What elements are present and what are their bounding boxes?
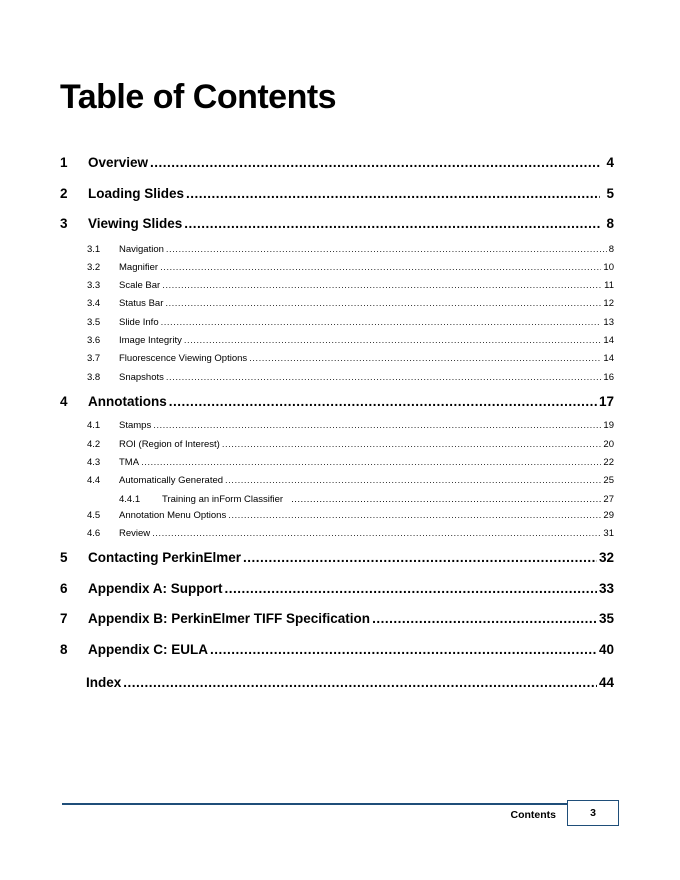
toc-entry-page: 12 [603, 298, 614, 309]
toc-entry-number: 4.3 [87, 457, 101, 468]
toc-entry-number: 7 [60, 611, 68, 626]
dot-leader [186, 186, 600, 201]
dot-leader [228, 510, 601, 521]
toc-entry-page: 16 [603, 372, 614, 383]
toc-entry-label: Scale Bar [119, 280, 161, 291]
toc-entry-page: 35 [598, 611, 614, 626]
toc-entry-label: Image Integrity [119, 335, 182, 346]
toc-entry[interactable] [60, 216, 614, 231]
toc-entry-number: 8 [60, 642, 68, 657]
toc-entry-page: 32 [598, 550, 614, 565]
toc-subentry[interactable] [87, 335, 614, 346]
toc-entry-number: 4.6 [87, 528, 101, 539]
toc-entry-page: 17 [598, 394, 614, 409]
toc-subentry[interactable] [87, 475, 614, 486]
toc-entry-page: 40 [598, 642, 614, 657]
dot-leader [169, 394, 597, 409]
toc-entry-label: Magnifier [119, 262, 159, 273]
toc-entry-number: 4.4 [87, 475, 101, 486]
toc-entry-label: Status Bar [119, 298, 164, 309]
toc-entry-label: Snapshots [119, 372, 164, 383]
toc-entry[interactable] [60, 186, 614, 201]
toc-entry-page: 19 [603, 420, 614, 431]
dot-leader [249, 353, 601, 364]
toc-entry-page: 25 [603, 475, 614, 486]
toc-entry-number: 4.4.1 [119, 494, 141, 505]
toc-entry-number: 3.7 [87, 353, 101, 364]
toc-entry-label: Review [119, 528, 151, 539]
toc-entry-page: 10 [603, 262, 614, 273]
toc-entry[interactable] [60, 581, 614, 596]
dot-leader [210, 642, 597, 657]
toc-entry-label: Appendix B: PerkinElmer TIFF Specification [88, 611, 371, 626]
toc-subentry[interactable] [87, 439, 614, 450]
dot-leader [161, 317, 602, 328]
toc-entry-page: 44 [598, 675, 614, 690]
toc-entry-number: 3.8 [87, 372, 101, 383]
toc-entry-page: 14 [603, 335, 614, 346]
footer-page-number: 3 [567, 800, 619, 826]
toc-entry-label: Annotation Menu Options [119, 510, 227, 521]
toc-entry-label: Contacting PerkinElmer [88, 550, 242, 565]
dot-leader [162, 280, 602, 291]
toc-entry-label: Viewing Slides [88, 216, 183, 231]
toc-subentry[interactable] [87, 353, 614, 364]
dot-leader [153, 420, 601, 431]
toc-entry-number: 4.2 [87, 439, 101, 450]
dot-leader [225, 581, 597, 596]
toc-entry-page: 14 [603, 353, 614, 364]
toc-subentry[interactable] [87, 317, 614, 328]
toc-subentry[interactable] [87, 244, 614, 255]
toc-subentry[interactable] [87, 510, 614, 521]
toc-entry-number: 3.1 [87, 244, 101, 255]
toc-entry[interactable] [60, 394, 614, 409]
toc-entry-number: 3.2 [87, 262, 101, 273]
toc-entry-number: 4.5 [87, 510, 101, 521]
toc-subentry[interactable] [87, 420, 614, 431]
toc-subentry[interactable] [87, 372, 614, 383]
toc-entry-number: 5 [60, 550, 68, 565]
dot-leader [152, 528, 601, 539]
toc-entry-label: Navigation [119, 244, 164, 255]
toc-entry-number: 6 [60, 581, 68, 596]
dot-leader [160, 262, 601, 273]
dot-leader [184, 216, 600, 231]
toc-entry[interactable] [60, 155, 614, 170]
toc-entry-number: 3 [60, 216, 68, 231]
toc-entry-label: Automatically Generated [119, 475, 224, 486]
dot-leader [372, 611, 597, 626]
toc-entry-number: 3.4 [87, 298, 101, 309]
toc-entry-number: 3.5 [87, 317, 101, 328]
toc-subentry[interactable] [87, 528, 614, 539]
toc-subentry[interactable] [87, 280, 614, 291]
toc-entry-label: TMA [119, 457, 140, 468]
toc-entry-page: 20 [603, 439, 614, 450]
toc-entry-label: Loading Slides [88, 186, 185, 201]
toc-subentry[interactable] [87, 262, 614, 273]
toc-entry-number: 2 [60, 186, 68, 201]
dot-leader [166, 244, 607, 255]
toc-entry-label: Overview [88, 155, 149, 170]
toc-entry-number: 3.3 [87, 280, 101, 291]
footer-rule [62, 803, 568, 805]
toc-entry-page: 13 [603, 317, 614, 328]
toc-entry-label: ROI (Region of Interest) [119, 439, 220, 450]
toc-entry-page: 8 [606, 216, 614, 231]
dot-leader [225, 475, 601, 486]
dot-leader [165, 298, 601, 309]
toc-entry-page: 33 [598, 581, 614, 596]
dot-leader [141, 457, 601, 468]
toc-entry[interactable] [60, 642, 614, 657]
toc-entry-label: Stamps [119, 420, 152, 431]
dot-leader [150, 155, 600, 170]
toc-entry-number: 4 [60, 394, 68, 409]
toc-subsubentry[interactable] [119, 494, 614, 505]
dot-leader [222, 439, 602, 450]
toc-entry[interactable] [60, 611, 614, 626]
toc-entry-page: 4 [606, 155, 614, 170]
toc-entry-page: 31 [603, 528, 614, 539]
toc-entry-number: 3.6 [87, 335, 101, 346]
dot-leader [166, 372, 602, 383]
toc-subentry[interactable] [87, 457, 614, 468]
toc-entry-number: 1 [60, 155, 68, 170]
toc-entry-label: Index [86, 675, 122, 690]
toc-entry-page: 11 [604, 280, 614, 291]
toc-entry-label: Fluorescence Viewing Options [119, 353, 248, 364]
footer-section-label: Contents [510, 809, 556, 821]
toc-entry-page: 5 [606, 186, 614, 201]
page-title: Table of Contents [60, 78, 337, 116]
dot-leader [184, 335, 602, 346]
toc-entry-number: 4.1 [87, 420, 101, 431]
toc-entry-label: Appendix A: Support [88, 581, 223, 596]
toc-entry[interactable] [60, 550, 614, 565]
toc-entry-page: 22 [603, 457, 614, 468]
dot-leader [291, 494, 601, 505]
toc-entry-label: Slide Info [119, 317, 159, 328]
dot-leader [243, 550, 597, 565]
toc-entry-index[interactable] [86, 675, 614, 690]
toc-entry-page: 27 [603, 494, 614, 505]
toc-entry-label: Annotations [88, 394, 167, 409]
toc-entry-page: 29 [603, 510, 614, 521]
toc-entry-label: Training an inForm Classifier [162, 494, 284, 505]
dot-leader [123, 675, 597, 690]
toc-entry-label: Appendix C: EULA [88, 642, 208, 657]
toc-subentry[interactable] [87, 298, 614, 309]
toc-entry-page: 8 [608, 244, 614, 255]
